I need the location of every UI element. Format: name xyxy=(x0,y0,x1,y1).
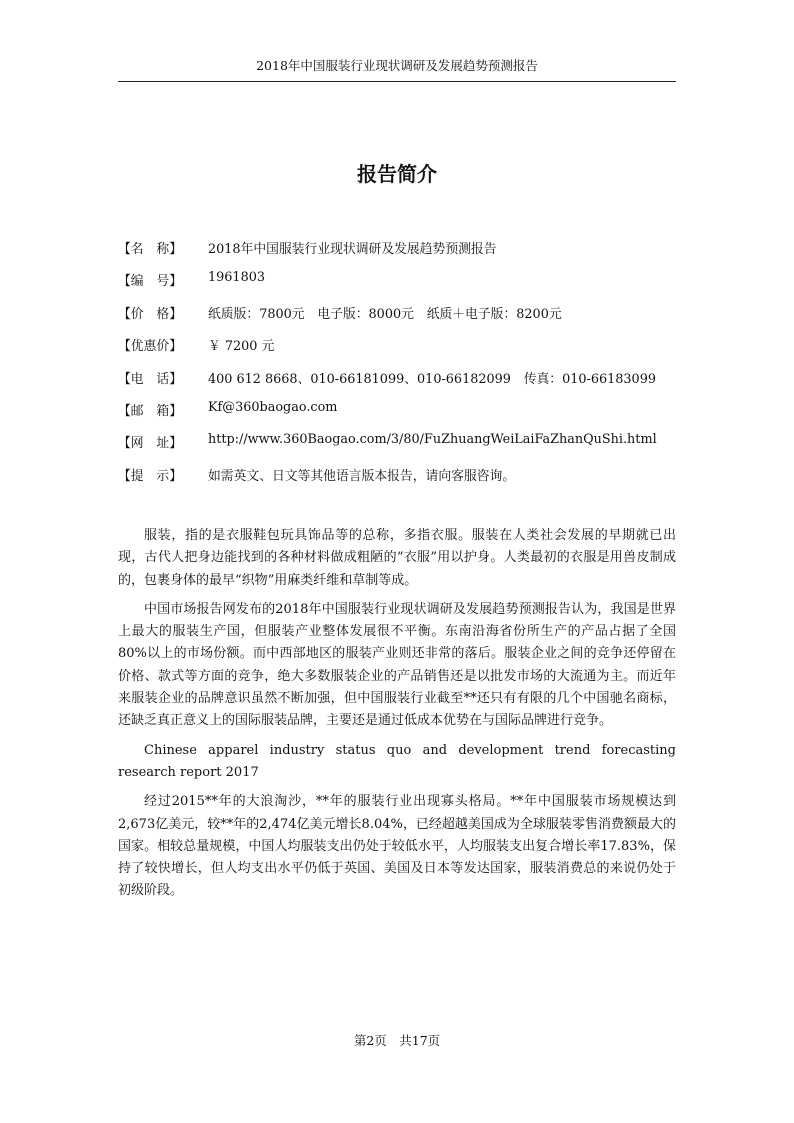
report-info-table xyxy=(118,238,678,497)
paragraph: 中国市场报告网发布的2018年中国服装行业现状调研及发展趋势预测报告认为，我国是世界上最大的服装生产国，但服装产业整体发展很不平衡。东南沿海省份所生产的产品占据了全国80%以上的市场份额。而中西部地区的服装产业则还非常的落后。服装企业之间的竞争还停留在价格、款式等方面的竞争，绝大多数服装企业的产品销售还是以批发市场的大流通为主。而近年来服装企业的品牌意识虽然不断加强，但中国服装行业截至**还只有有限的几个中国驰名商标，还缺乏真正意义上的国际服装品牌，主要还是通过低成本优势在与国际品牌进行竞争。 xyxy=(118,601,676,729)
info-label: 【名 称】 xyxy=(118,242,182,257)
discount-price-value: ￥ 7200 元 xyxy=(208,339,275,355)
info-row-name xyxy=(118,238,678,270)
report-name-value: 2018年中国服装行业现状调研及发展趋势预测报告 xyxy=(208,242,497,257)
info-row-url xyxy=(118,432,678,464)
running-header: 2018年中国服装行业现状调研及发展趋势预测报告 xyxy=(256,58,538,73)
email-link[interactable]: Kf@360baogao.com xyxy=(208,399,338,415)
english-title-paragraph: Chinese apparel industry status quo and development trend forecasting research report 2017 xyxy=(118,742,676,780)
info-row-price xyxy=(118,303,678,335)
phone-value: 400 612 8668、010-66181099、010-66182099 传真：010-66183099 xyxy=(208,371,656,387)
website-link[interactable]: http://www.360Baogao.com/3/80/FuZhuangWeiLaiFaZhanQuShi.html xyxy=(208,432,657,448)
info-label: 【邮 箱】 xyxy=(118,403,182,419)
info-label: 【电 话】 xyxy=(118,371,182,387)
tip-value: 如需英文、日文等其他语言版本报告，请向客服咨询。 xyxy=(208,468,516,484)
info-row-number xyxy=(118,270,678,302)
info-label: 【价 格】 xyxy=(118,306,182,322)
info-label: 【编 号】 xyxy=(118,274,182,290)
info-label: 【网 址】 xyxy=(118,436,182,452)
price-value: 纸质版：7800元 电子版：8000元 纸质＋电子版：8200元 xyxy=(208,306,562,322)
report-number-value: 1961803 xyxy=(208,270,265,286)
paragraph: 服装，指的是衣服鞋包玩具饰品等的总称，多指衣服。服装在人类社会发展的早期就已出现，古代人把身边能找到的各种材料做成粗陋的“衣服”用以护身。人类最初的衣服是用兽皮制成的，包裹身体的最早“织物”用麻类纤维和草制等成。 xyxy=(118,528,676,588)
info-row-phone xyxy=(118,368,678,400)
paragraph: 经过2015**年的大浪淘沙，**年的服装行业出现寡头格局。**年中国服装市场规模达到2,673亿美元，较**年的2,474亿美元增长8.04%，已经超越美国成为全球服装零售消费额最大的国家。相较总量规模，中国人均服装支出仍处于较低水平，人均服装支出复合增长率17.83%，保持了较快增长，但人均支出水平仍低于英国、美国及日本等发达国家，服装消费总的来说仍处于初级阶段。 xyxy=(118,794,676,899)
info-label: 【提 示】 xyxy=(118,468,182,484)
page-number: 第2页 共17页 xyxy=(353,1033,441,1048)
page-title: 报告简介 xyxy=(357,162,437,186)
info-row-tip xyxy=(118,465,678,497)
introduction-body xyxy=(118,525,676,910)
info-label: 【优惠价】 xyxy=(118,339,182,355)
info-row-discount xyxy=(118,335,678,367)
info-row-email xyxy=(118,400,678,432)
header-divider xyxy=(118,81,676,82)
